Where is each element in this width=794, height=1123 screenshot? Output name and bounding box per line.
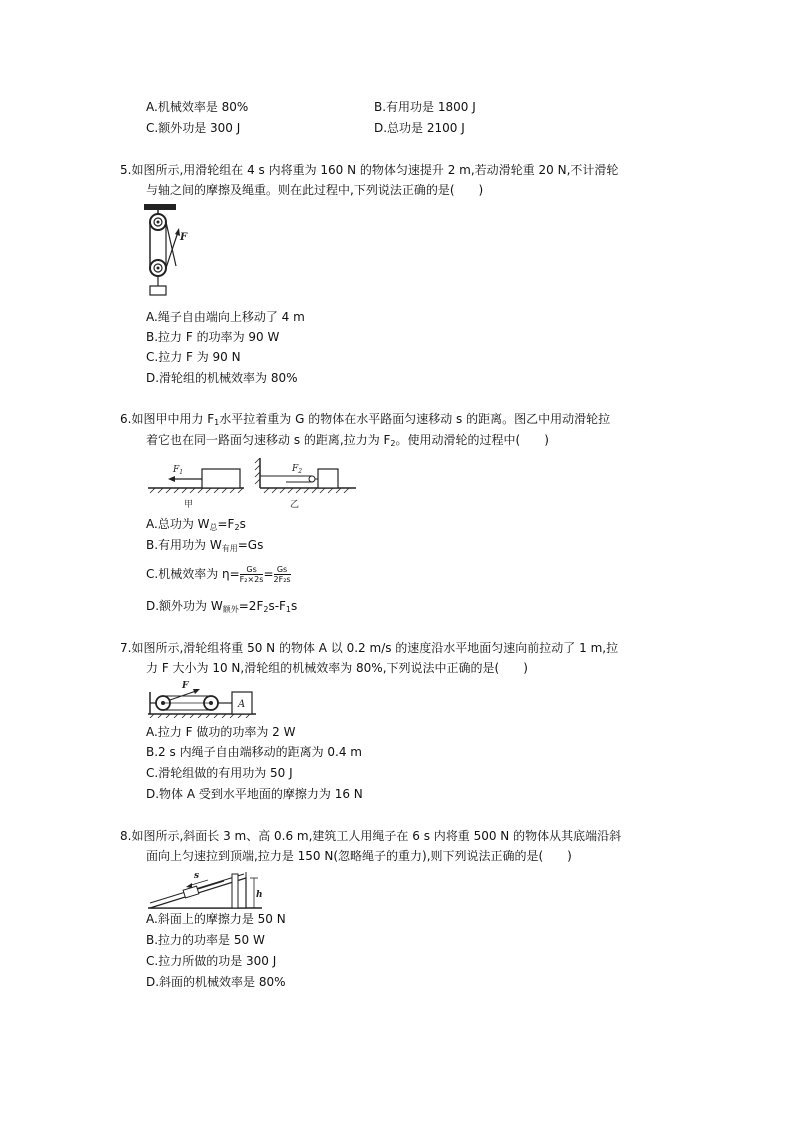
q8-option-b: B.拉力的功率是 50 W: [146, 933, 265, 947]
q7-pulley-figure: [146, 678, 258, 718]
svg-text:F1: $F_1$: [173, 465, 184, 476]
q5-option-a: A.绳子自由端向上移动了 4 m: [146, 310, 305, 324]
q7-option-d: D.物体 A 受到水平地面的摩擦力为 16 N: [146, 787, 363, 801]
q8-s-label: s: [194, 871, 200, 881]
q7-force-label: F: [182, 681, 189, 691]
q6-label-jia: 甲: [184, 500, 194, 510]
q5-option-c: C.拉力 F 为 90 N: [146, 350, 241, 364]
q6-option-d: D.额外功为 $W_{额外}=2F_2s-F_1s$: [146, 599, 298, 614]
q7-stem-line2: 力 F 大小为 10 N,滑轮组的机械效率为 80%,下列说法中正确的是( ): [146, 661, 528, 675]
q6-label-yi: 乙: [290, 500, 300, 510]
q6-option-b: B.有用功为 $W_{有用}=Gs$: [146, 538, 264, 553]
q8-option-c: C.拉力所做的功是 300 J: [146, 954, 277, 968]
q8-incline-figure: [146, 866, 264, 912]
q8-stem-line2: 面向上匀速拉到顶端,拉力是 150 N(忽略绳子的重力),则下列说法正确的是( ): [146, 849, 572, 863]
q5-stem-line1: 5.如图所示,用滑轮组在 4 s 内将重为 160 N 的物体匀速提升 2 m,若动滑轮重 20 N,不计滑轮: [120, 163, 619, 177]
q7-option-c: C.滑轮组做的有用功为 50 J: [146, 766, 293, 780]
prev-option-b: B.有用功是 1800 J: [374, 100, 476, 114]
prev-option-a: A.机械效率是 80%: [146, 100, 249, 114]
q7-stem-line1: 7.如图所示,滑轮组将重 50 N 的物体 A 以 0.2 m/s 的速度沿水平地面匀速向前拉动了 1 m,拉: [120, 641, 619, 655]
q8-h-label: h: [256, 890, 263, 900]
svg-text:F2: $F_2$: [292, 464, 303, 475]
q5-force-label: F: [180, 232, 188, 243]
q5-option-b: B.拉力 F 的功率为 90 W: [146, 330, 280, 344]
q7-block-label: A: [238, 699, 246, 710]
prev-option-c: C.额外功是 300 J: [146, 121, 241, 135]
q7-option-a: A.拉力 F 做功的功率为 2 W: [146, 725, 296, 739]
q8-option-d: D.斜面的机械效率是 80%: [146, 975, 286, 989]
prev-option-d: D.总功是 2100 J: [374, 121, 465, 135]
q5-pulley-figure: [140, 202, 200, 298]
q8-stem-line1: 8.如图所示,斜面长 3 m、高 0.6 m,建筑工人用绳子在 6 s 内将重 500 N 的物体从其底端沿斜: [120, 829, 622, 843]
q6-option-c: C.机械效率为 η= $\frac{Gs}{\text{F₂×2s}}$ = $\frac{Gs}{\text{2F₂s}}$: [146, 565, 291, 584]
q6-option-a: A.总功为 $W_总=F_2s$: [146, 517, 246, 532]
q6-comparison-figure: [146, 455, 361, 511]
q6-stem-line1: 6.如图甲中用力 $F_1$水平拉着重为 G 的物体在水平路面匀速移动 s 的距离。图乙中用动滑轮拉: [120, 412, 611, 427]
q5-stem-line2: 与轴之间的摩擦及绳重。则在此过程中,下列说法正确的是( ): [146, 183, 484, 197]
q6-stem-line2: 着它也在同一路面匀速移动 s 的距离,拉力为 $F_2$。使用动滑轮的过程中( ): [146, 433, 549, 448]
q7-option-b: B.2 s 内绳子自由端移动的距离为 0.4 m: [146, 745, 362, 759]
q8-option-a: A.斜面上的摩擦力是 50 N: [146, 912, 286, 926]
q5-option-d: D.滑轮组的机械效率为 80%: [146, 371, 298, 385]
